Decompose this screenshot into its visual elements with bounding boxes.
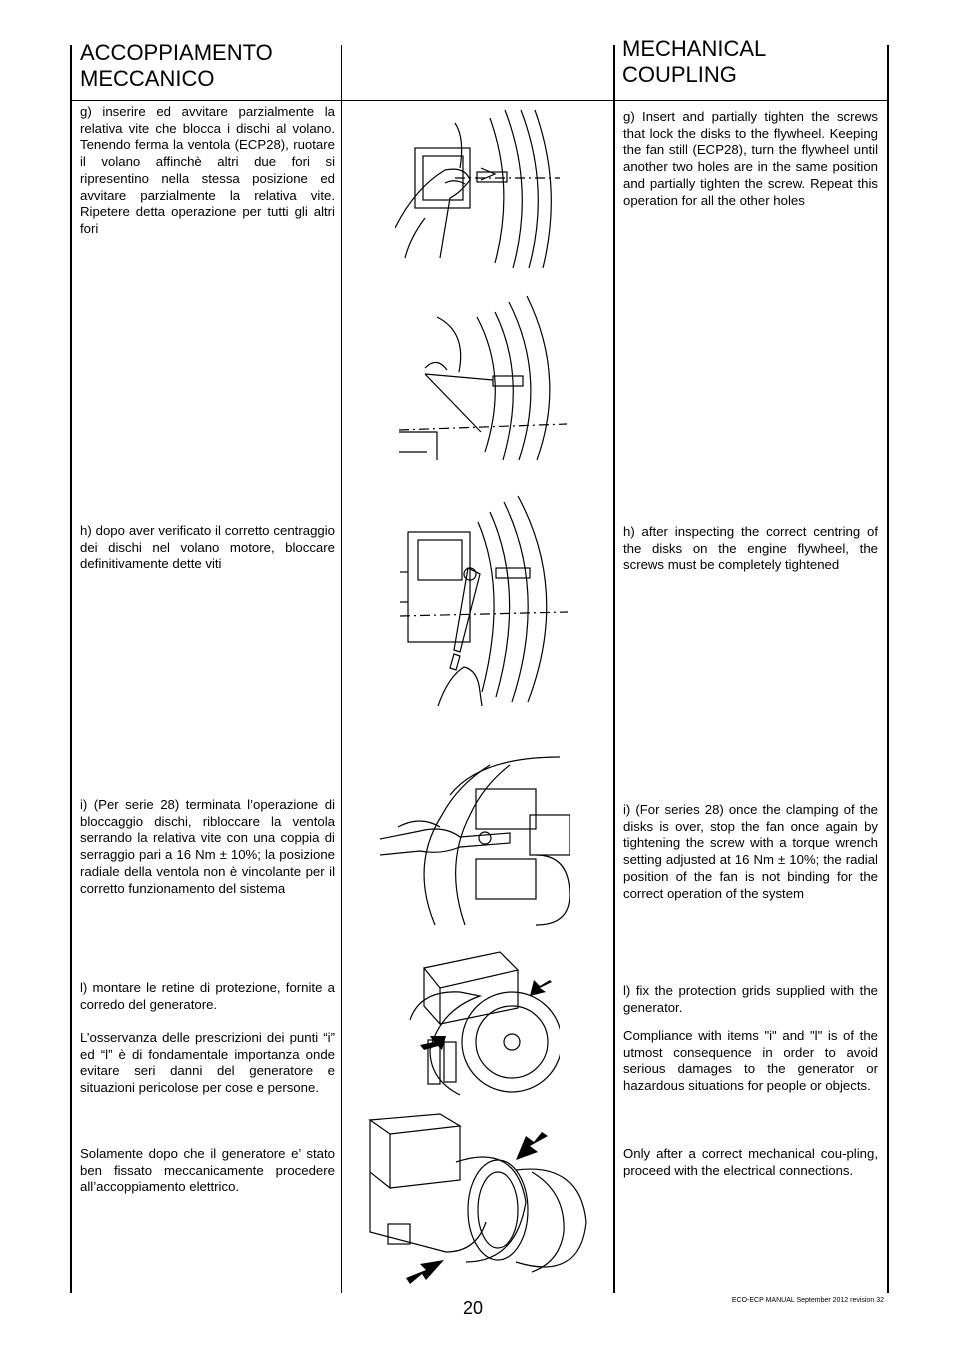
it-step-h: h) dopo aver verificato il corretto centraggio dei dischi nel volano motore, bloccare definitivamente dette viti xyxy=(80,523,335,572)
column-divider-left xyxy=(70,45,72,1293)
it-note-compliance: L’osservanza delle prescrizioni dei punti “i” ed “l” è di fondamentale importanza onde evitare seri danni del generatore e situazioni pericolose per cose e persone. xyxy=(80,1030,335,1096)
figure-torque-wrench-disks xyxy=(398,492,570,706)
figure-generator-fan-grid xyxy=(366,1112,592,1290)
it-step-g: g) inserire ed avvitare parzialmente la relativa vite che blocca i dischi al volano. Tenendo ferma la ventola (ECP28), ruotare il volano affinchè altri due fori si ripresentino nella stessa posizione ed avvitare parzialmente la relativa vite. Ripetere detta operazione per tutti gli altri fori xyxy=(80,104,335,236)
figure-insert-screw xyxy=(395,108,565,270)
page-title-italian xyxy=(80,40,273,92)
figure-fan-clamp xyxy=(380,755,570,927)
title-it-line-1: ACCOPPIAMENTO xyxy=(80,40,273,65)
it-step-i: i) (Per serie 28) terminata l’operazione di bloccaggio dischi, ribloccare la ventola serrando la relativa vite con una coppia di serraggio pari a 16 Nm ± 10%; la posizione radiale della ventola non è vincolante per il corretto funzionamento del sistema xyxy=(80,797,335,896)
column-divider-right xyxy=(887,45,889,1293)
page-title-english xyxy=(622,36,766,88)
title-en-line-2: COUPLING xyxy=(622,62,737,87)
it-note-electrical: Solamente dopo che il generatore e’ stato ben fissato meccanicamente procedere all’accoppiamento elettrico. xyxy=(80,1146,335,1195)
en-step-g: g) Insert and partially tighten the screws that lock the disks to the flywheel. Keeping the fan still (ECP28), turn the flywheel until another two holes are in the same position and partially tighten the screw. Repeat this operation for all the other holes xyxy=(623,109,878,208)
title-it-line-2: MECCANICO xyxy=(80,66,215,91)
figure-partial-tighten xyxy=(397,292,569,464)
column-divider-middle-right xyxy=(613,45,615,1293)
column-divider-middle-left xyxy=(341,45,342,1293)
header-divider xyxy=(70,100,889,101)
en-step-h: h) after inspecting the correct centring of the disks on the engine flywheel, the screws must be completely tightened xyxy=(623,524,878,573)
en-note-electrical: Only after a correct mechanical cou-pling, proceed with the electrical connections. xyxy=(623,1146,878,1178)
title-en-line-1: MECHANICAL xyxy=(622,36,767,61)
en-step-i: i) (For series 28) once the clamping of the disks is over, stop the fan once again by tightening the screw with a torque wrench setting adjusted at 16 Nm ± 10%; the radial position of the fan is not binding for the correct operation of the system xyxy=(623,802,878,901)
en-step-l: l) fix the protection grids supplied with the generator. xyxy=(623,983,878,1015)
it-step-l: l) montare le retine di protezione, fornite a corredo del generatore. xyxy=(80,980,335,1012)
page-number: 20 xyxy=(463,1298,484,1318)
en-note-compliance: Compliance with items "i" and "l" is of the utmost consequence in order to avoid serious damages to the generator or hazardous situations for people or objects. xyxy=(623,1028,878,1094)
figure-generator-grids xyxy=(400,950,560,1102)
manual-revision-footer: ECO-ECP MANUAL September 2012 revision 32 xyxy=(731,1297,884,1304)
